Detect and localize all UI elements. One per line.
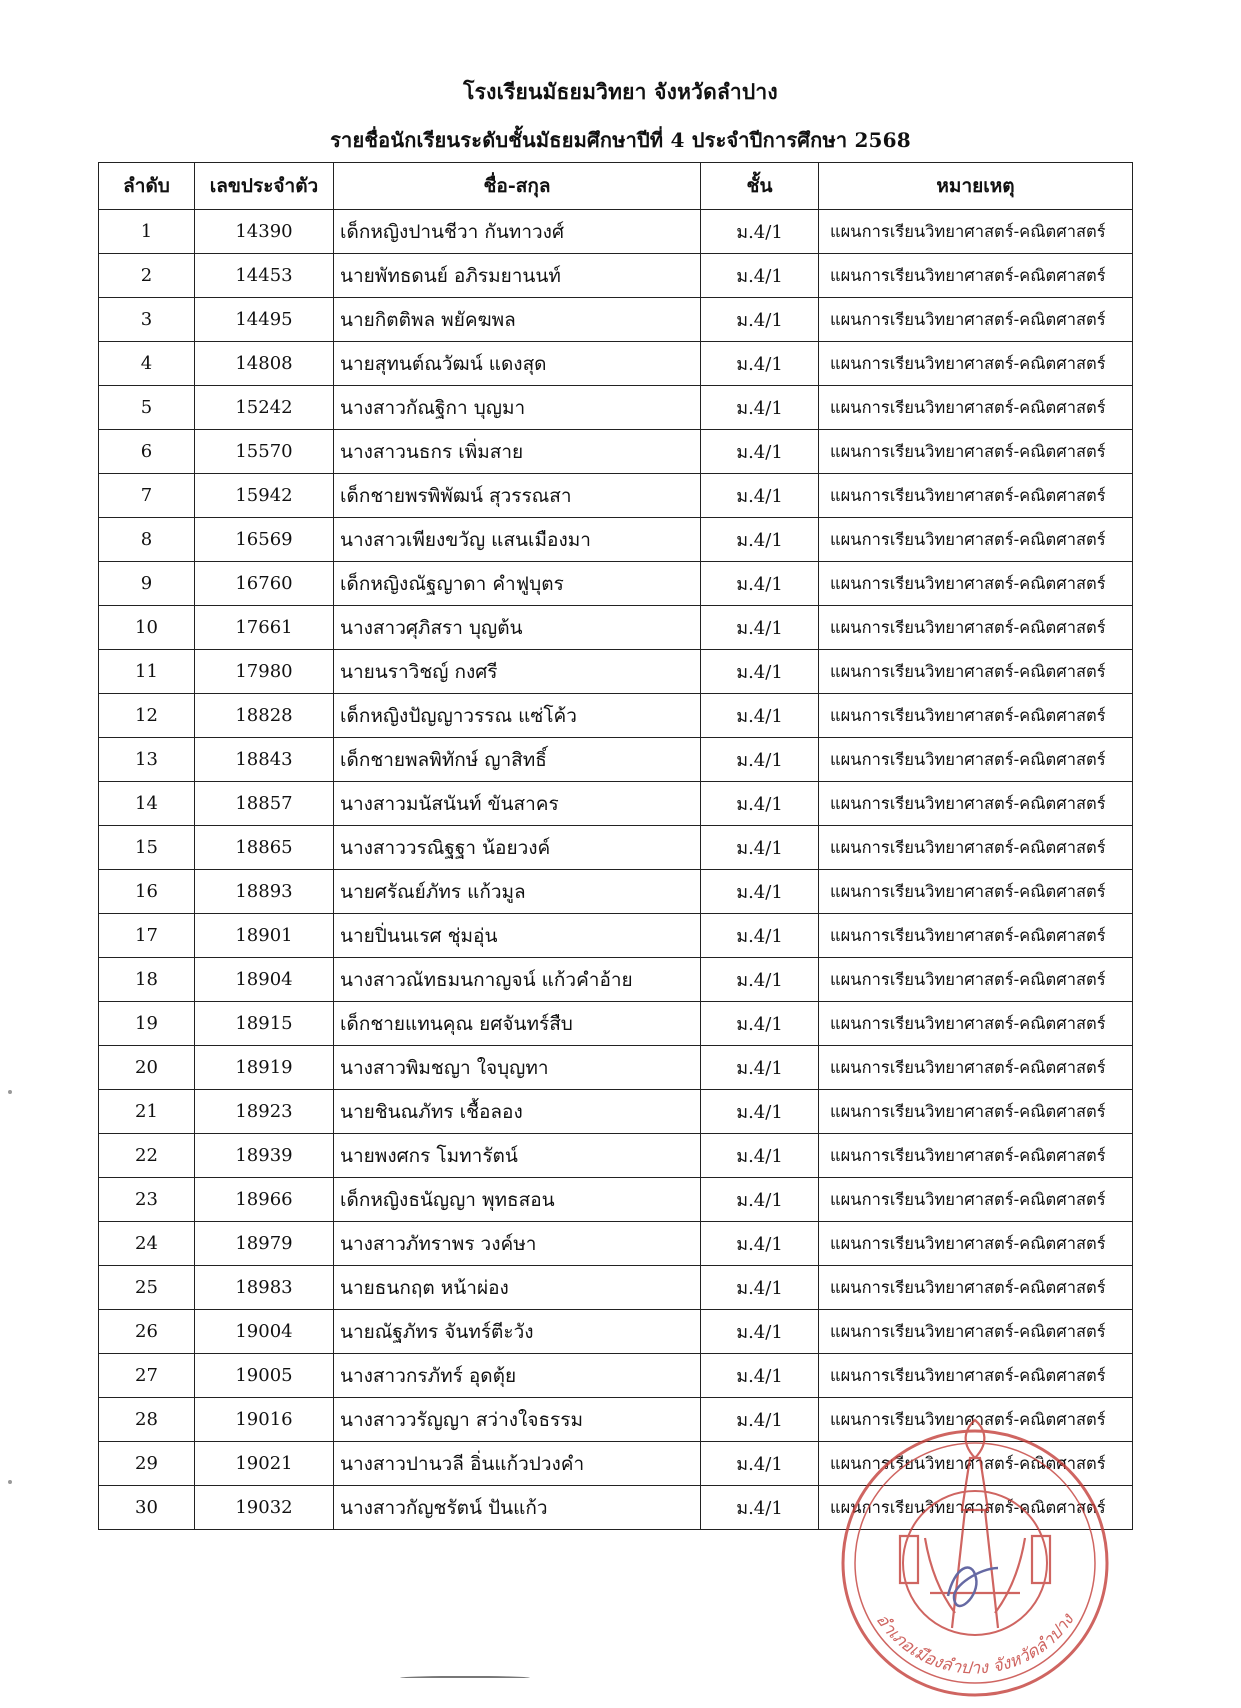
cell-class: ม.4/1 <box>701 870 819 914</box>
cell-student-id: 18893 <box>195 870 334 914</box>
cell-student-id: 18904 <box>195 958 334 1002</box>
seal-text: อำเภอเมืองลำปาง จังหวัดลำปาง <box>871 1610 1079 1679</box>
cell-no: 3 <box>99 298 195 342</box>
svg-text:อำเภอเมืองลำปาง จังหวัดลำปาง <box>872 1609 1079 1679</box>
cell-student-id: 16760 <box>195 562 334 606</box>
table-row <box>99 738 1133 782</box>
cell-note: แผนการเรียนวิทยาศาสตร์-คณิตศาสตร์ <box>819 210 1133 254</box>
cell-student-name: นางสาวพิมชญา ใจบุญทา <box>334 1046 701 1090</box>
cell-class: ม.4/1 <box>701 914 819 958</box>
cell-class: ม.4/1 <box>701 474 819 518</box>
cell-student-id: 19021 <box>195 1442 334 1486</box>
cell-student-id: 18939 <box>195 1134 334 1178</box>
cell-note: แผนการเรียนวิทยาศาสตร์-คณิตศาสตร์ <box>819 694 1133 738</box>
cell-student-name: เด็กชายพลพิทักษ์ ญาสิทธิ์ <box>334 738 701 782</box>
table-row <box>99 1486 1133 1530</box>
cell-student-id: 14495 <box>195 298 334 342</box>
cell-note: แผนการเรียนวิทยาศาสตร์-คณิตศาสตร์ <box>819 1090 1133 1134</box>
cell-student-name: นางสาววรัญญา สว่างใจธรรม <box>334 1398 701 1442</box>
table-row <box>99 694 1133 738</box>
table-row <box>99 1090 1133 1134</box>
cell-student-id: 18901 <box>195 914 334 958</box>
cell-student-name: นายธนกฤต หน้าผ่อง <box>334 1266 701 1310</box>
table-row <box>99 474 1133 518</box>
cell-no: 2 <box>99 254 195 298</box>
cell-student-id: 19005 <box>195 1354 334 1398</box>
cell-student-id: 16569 <box>195 518 334 562</box>
cell-note: แผนการเรียนวิทยาศาสตร์-คณิตศาสตร์ <box>819 1354 1133 1398</box>
cell-no: 24 <box>99 1222 195 1266</box>
cell-student-id: 15570 <box>195 430 334 474</box>
table-row <box>99 210 1133 254</box>
cell-student-name: นางสาวมนัสนันท์ ขันสาคร <box>334 782 701 826</box>
cell-student-name: นายสุทนต์ณวัฒน์ แดงสุด <box>334 342 701 386</box>
cell-note: แผนการเรียนวิทยาศาสตร์-คณิตศาสตร์ <box>819 1310 1133 1354</box>
cell-student-id: 18828 <box>195 694 334 738</box>
cell-class: ม.4/1 <box>701 1486 819 1530</box>
table-row <box>99 386 1133 430</box>
cell-note: แผนการเรียนวิทยาศาสตร์-คณิตศาสตร์ <box>819 430 1133 474</box>
page-bottom-mark <box>400 1676 530 1681</box>
cell-note: แผนการเรียนวิทยาศาสตร์-คณิตศาสตร์ <box>819 1442 1133 1486</box>
table-row <box>99 1310 1133 1354</box>
cell-class: ม.4/1 <box>701 1310 819 1354</box>
cell-no: 21 <box>99 1090 195 1134</box>
document-subtitle: รายชื่อนักเรียนระดับชั้นมัธยมศึกษาปีที่ 4 ประจำปีการศึกษา 2568 <box>330 128 911 152</box>
table-row <box>99 430 1133 474</box>
header-no: ลำดับ <box>99 163 195 210</box>
table-row <box>99 782 1133 826</box>
cell-student-id: 18865 <box>195 826 334 870</box>
cell-student-id: 18919 <box>195 1046 334 1090</box>
cell-note: แผนการเรียนวิทยาศาสตร์-คณิตศาสตร์ <box>819 914 1133 958</box>
table-row <box>99 958 1133 1002</box>
student-roster-table <box>98 162 1133 1530</box>
cell-student-id: 14808 <box>195 342 334 386</box>
table-row <box>99 1398 1133 1442</box>
header-row <box>99 163 1133 210</box>
table-row <box>99 650 1133 694</box>
cell-class: ม.4/1 <box>701 1134 819 1178</box>
cell-note: แผนการเรียนวิทยาศาสตร์-คณิตศาสตร์ <box>819 1046 1133 1090</box>
cell-no: 27 <box>99 1354 195 1398</box>
cell-student-id: 19016 <box>195 1398 334 1442</box>
cell-class: ม.4/1 <box>701 298 819 342</box>
cell-class: ม.4/1 <box>701 562 819 606</box>
cell-student-name: นางสาวเพียงขวัญ แสนเมืองมา <box>334 518 701 562</box>
table-row <box>99 826 1133 870</box>
cell-class: ม.4/1 <box>701 826 819 870</box>
cell-class: ม.4/1 <box>701 386 819 430</box>
cell-class: ม.4/1 <box>701 210 819 254</box>
cell-no: 12 <box>99 694 195 738</box>
cell-student-id: 18843 <box>195 738 334 782</box>
cell-no: 15 <box>99 826 195 870</box>
header-id: เลขประจำตัว <box>195 163 334 210</box>
document-title: โรงเรียนมัธยมวิทยา จังหวัดลำปาง <box>463 79 778 104</box>
cell-class: ม.4/1 <box>701 1178 819 1222</box>
cell-note: แผนการเรียนวิทยาศาสตร์-คณิตศาสตร์ <box>819 298 1133 342</box>
cell-no: 20 <box>99 1046 195 1090</box>
cell-class: ม.4/1 <box>701 254 819 298</box>
cell-note: แผนการเรียนวิทยาศาสตร์-คณิตศาสตร์ <box>819 1398 1133 1442</box>
cell-note: แผนการเรียนวิทยาศาสตร์-คณิตศาสตร์ <box>819 1486 1133 1530</box>
cell-student-id: 18915 <box>195 1002 334 1046</box>
cell-class: ม.4/1 <box>701 1398 819 1442</box>
cell-student-id: 18979 <box>195 1222 334 1266</box>
table-row <box>99 518 1133 562</box>
table-row <box>99 342 1133 386</box>
cell-student-name: เด็กหญิงณัฐญาดา คำฟูบุตร <box>334 562 701 606</box>
cell-class: ม.4/1 <box>701 1442 819 1486</box>
table-row <box>99 1222 1133 1266</box>
cell-no: 4 <box>99 342 195 386</box>
cell-student-name: เด็กชายแทนคุณ ยศจันทร์สืบ <box>334 1002 701 1046</box>
cell-no: 25 <box>99 1266 195 1310</box>
cell-student-name: นางสาวกัญชรัตน์ ปันแก้ว <box>334 1486 701 1530</box>
cell-no: 18 <box>99 958 195 1002</box>
cell-student-id: 14453 <box>195 254 334 298</box>
cell-student-name: นายชินณภัทร เชื้อลอง <box>334 1090 701 1134</box>
cell-student-id: 17661 <box>195 606 334 650</box>
cell-class: ม.4/1 <box>701 958 819 1002</box>
cell-note: แผนการเรียนวิทยาศาสตร์-คณิตศาสตร์ <box>819 386 1133 430</box>
cell-note: แผนการเรียนวิทยาศาสตร์-คณิตศาสตร์ <box>819 254 1133 298</box>
table-row <box>99 1134 1133 1178</box>
cell-student-id: 18983 <box>195 1266 334 1310</box>
cell-class: ม.4/1 <box>701 430 819 474</box>
cell-note: แผนการเรียนวิทยาศาสตร์-คณิตศาสตร์ <box>819 1222 1133 1266</box>
cell-note: แผนการเรียนวิทยาศาสตร์-คณิตศาสตร์ <box>819 606 1133 650</box>
table-row <box>99 562 1133 606</box>
cell-no: 17 <box>99 914 195 958</box>
cell-no: 10 <box>99 606 195 650</box>
cell-note: แผนการเรียนวิทยาศาสตร์-คณิตศาสตร์ <box>819 826 1133 870</box>
cell-class: ม.4/1 <box>701 694 819 738</box>
cell-note: แผนการเรียนวิทยาศาสตร์-คณิตศาสตร์ <box>819 782 1133 826</box>
table-row <box>99 870 1133 914</box>
header-class: ชั้น <box>701 163 819 210</box>
cell-note: แผนการเรียนวิทยาศาสตร์-คณิตศาสตร์ <box>819 650 1133 694</box>
cell-student-name: เด็กชายพรพิพัฒน์ สุวรรณสา <box>334 474 701 518</box>
cell-note: แผนการเรียนวิทยาศาสตร์-คณิตศาสตร์ <box>819 474 1133 518</box>
cell-class: ม.4/1 <box>701 782 819 826</box>
cell-class: ม.4/1 <box>701 1046 819 1090</box>
cell-class: ม.4/1 <box>701 1090 819 1134</box>
cell-no: 14 <box>99 782 195 826</box>
cell-student-name: นายศรัณย์ภัทร แก้วมูล <box>334 870 701 914</box>
cell-no: 9 <box>99 562 195 606</box>
cell-class: ม.4/1 <box>701 518 819 562</box>
cell-no: 1 <box>99 210 195 254</box>
cell-no: 8 <box>99 518 195 562</box>
cell-class: ม.4/1 <box>701 1002 819 1046</box>
table-row <box>99 1002 1133 1046</box>
cell-student-name: นายพัทธดนย์ อภิรมยานนท์ <box>334 254 701 298</box>
cell-no: 13 <box>99 738 195 782</box>
cell-student-name: นางสาวศุภิสรา บุญต้น <box>334 606 701 650</box>
cell-note: แผนการเรียนวิทยาศาสตร์-คณิตศาสตร์ <box>819 518 1133 562</box>
cell-note: แผนการเรียนวิทยาศาสตร์-คณิตศาสตร์ <box>819 738 1133 782</box>
table-body <box>99 210 1133 1530</box>
table-row <box>99 298 1133 342</box>
cell-no: 5 <box>99 386 195 430</box>
cell-student-id: 19032 <box>195 1486 334 1530</box>
margin-speck <box>8 1090 12 1094</box>
margin-speck <box>8 1480 12 1484</box>
cell-class: ม.4/1 <box>701 1222 819 1266</box>
cell-student-id: 19004 <box>195 1310 334 1354</box>
cell-no: 28 <box>99 1398 195 1442</box>
table-header <box>99 163 1133 210</box>
cell-student-id: 18923 <box>195 1090 334 1134</box>
cell-student-id: 15942 <box>195 474 334 518</box>
table-row <box>99 914 1133 958</box>
cell-student-name: นางสาวภัทราพร วงค์ษา <box>334 1222 701 1266</box>
cell-student-name: นางสาวนธกร เพิ่มสาย <box>334 430 701 474</box>
table-row <box>99 1178 1133 1222</box>
table-row <box>99 1442 1133 1486</box>
cell-no: 29 <box>99 1442 195 1486</box>
cell-student-name: เด็กหญิงปานชีวา กันทาวงศ์ <box>334 210 701 254</box>
cell-note: แผนการเรียนวิทยาศาสตร์-คณิตศาสตร์ <box>819 870 1133 914</box>
cell-no: 30 <box>99 1486 195 1530</box>
cell-student-name: นายนราวิชญ์ กงศรี <box>334 650 701 694</box>
cell-note: แผนการเรียนวิทยาศาสตร์-คณิตศาสตร์ <box>819 1134 1133 1178</box>
cell-student-name: นางสาวปานวลี อิ่นแก้วปวงคำ <box>334 1442 701 1486</box>
cell-student-id: 18966 <box>195 1178 334 1222</box>
cell-no: 6 <box>99 430 195 474</box>
cell-student-name: นายปิ่นนเรศ ชุ่มอุ่น <box>334 914 701 958</box>
cell-note: แผนการเรียนวิทยาศาสตร์-คณิตศาสตร์ <box>819 958 1133 1002</box>
cell-student-name: นายกิตติพล พยัคฆพล <box>334 298 701 342</box>
header-note: หมายเหตุ <box>819 163 1133 210</box>
cell-note: แผนการเรียนวิทยาศาสตร์-คณิตศาสตร์ <box>819 1266 1133 1310</box>
cell-no: 7 <box>99 474 195 518</box>
cell-student-name: นายพงศกร โมทารัตน์ <box>334 1134 701 1178</box>
cell-student-name: นางสาววรณิฐฐา น้อยวงค์ <box>334 826 701 870</box>
table-row <box>99 254 1133 298</box>
cell-no: 26 <box>99 1310 195 1354</box>
table-row <box>99 606 1133 650</box>
cell-no: 22 <box>99 1134 195 1178</box>
cell-student-id: 17980 <box>195 650 334 694</box>
cell-class: ม.4/1 <box>701 1266 819 1310</box>
cell-note: แผนการเรียนวิทยาศาสตร์-คณิตศาสตร์ <box>819 1002 1133 1046</box>
cell-student-name: นางสาวกรภัทร์ อุดตุ้ย <box>334 1354 701 1398</box>
cell-student-name: เด็กหญิงธนัญญา พุทธสอน <box>334 1178 701 1222</box>
cell-class: ม.4/1 <box>701 342 819 386</box>
cell-note: แผนการเรียนวิทยาศาสตร์-คณิตศาสตร์ <box>819 1178 1133 1222</box>
cell-student-name: นางสาวณัทธมนกาญจน์ แก้วคำอ้าย <box>334 958 701 1002</box>
table-row <box>99 1046 1133 1090</box>
cell-student-id: 14390 <box>195 210 334 254</box>
cell-class: ม.4/1 <box>701 650 819 694</box>
cell-student-id: 15242 <box>195 386 334 430</box>
cell-note: แผนการเรียนวิทยาศาสตร์-คณิตศาสตร์ <box>819 342 1133 386</box>
cell-note: แผนการเรียนวิทยาศาสตร์-คณิตศาสตร์ <box>819 562 1133 606</box>
cell-student-name: เด็กหญิงปัญญาวรรณ แซ่โค้ว <box>334 694 701 738</box>
cell-no: 16 <box>99 870 195 914</box>
header-name: ชื่อ-สกุล <box>334 163 701 210</box>
table-row <box>99 1354 1133 1398</box>
cell-class: ม.4/1 <box>701 606 819 650</box>
cell-student-name: นางสาวกัณฐิกา บุญมา <box>334 386 701 430</box>
cell-no: 11 <box>99 650 195 694</box>
table-row <box>99 1266 1133 1310</box>
cell-class: ม.4/1 <box>701 1354 819 1398</box>
cell-no: 23 <box>99 1178 195 1222</box>
cell-student-id: 18857 <box>195 782 334 826</box>
cell-student-name: นายณัฐภัทร จันทร์ตีะวัง <box>334 1310 701 1354</box>
cell-class: ม.4/1 <box>701 738 819 782</box>
cell-no: 19 <box>99 1002 195 1046</box>
